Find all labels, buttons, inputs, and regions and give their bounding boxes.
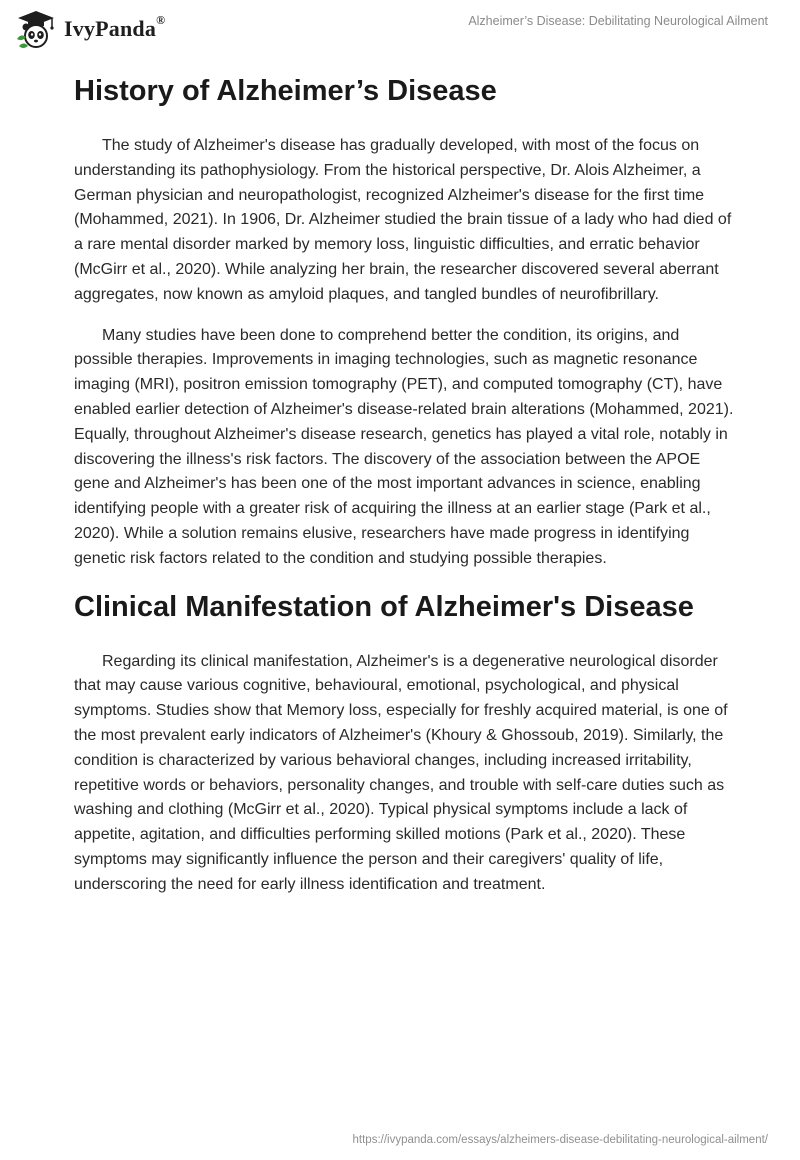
section-heading-clinical: Clinical Manifestation of Alzheimer's Disease <box>74 590 694 623</box>
panda-graduate-icon <box>14 9 58 49</box>
running-title: Alzheimer’s Disease: Debilitating Neurological Ailment <box>468 14 768 28</box>
footer-source-url[interactable]: https://ivypanda.com/essays/alzheimers-disease-debilitating-neurological-ailment/ <box>352 1134 768 1146</box>
ivypanda-logo[interactable] <box>14 9 165 49</box>
page-header <box>0 0 800 62</box>
logo-text: IvyPanda® <box>64 13 166 41</box>
paragraph-history-2: Many studies have been done to comprehend better the condition, its origins, and possible therapies. Improvements in imaging technologies, such as magnetic resonance imaging (MRI), positron emission tomography (PET), and computed tomography (CT), have enabled earlier detection of Alzheimer's disease-related brain alterations (Mohammed, 2021). Equally, throughout Alzheimer's disease research, genetics has played a vital role, notably in discovering the illness's risk factors. The discovery of the association between the APOE gene and Alzheimer's has been one of the most important advances in science, enabling identifying people with a greater risk of acquiring the illness at an earlier stage (Park et al., 2020). While a solution remains elusive, researchers have made progress in identifying genetic risk factors related to the condition and studying possible therapies. <box>74 326 734 567</box>
section-heading-history: History of Alzheimer’s Disease <box>74 75 497 107</box>
essay-content <box>74 72 734 914</box>
paragraph-history-1: The study of Alzheimer's disease has gradually developed, with most of the focus on understanding its pathophysiology. From the historical perspective, Dr. Alois Alzheimer, a German physician and neuropathologist, recognized Alzheimer's disease for the first time (Mohammed, 2021). In 1906, Dr. Alzheimer studied the brain tissue of a lady who had died of a rare mental disorder marked by memory loss, linguistic difficulties, and erratic behavior (McGirr et al., 2020). While analyzing her brain, the researcher discovered several aberrant aggregates, now known as amyloid plaques, and tangled bundles of neurofibrillary. <box>74 137 732 303</box>
paragraph-clinical-1: Regarding its clinical manifestation, Alzheimer's is a degenerative neurological disorder that may cause various cognitive, behavioural, emotional, psychological, and physical symptoms. Studies show that Memory loss, especially for freshly acquired material, is one of the most prevalent early indicators of Alzheimer's (Khoury & Ghossoub, 2019). Similarly, the condition is characterized by various behavioral changes, including increased irritability, repetitive words or behaviors, personality changes, and trouble with self-care duties such as washing and clothing (McGirr et al., 2020). Typical physical symptoms include a lack of appetite, agitation, and difficulties performing skilled motions (Park et al., 2020). These symptoms may significantly influence the person and their caregivers' quality of life, underscoring the need for early illness identification and treatment. <box>74 652 728 893</box>
